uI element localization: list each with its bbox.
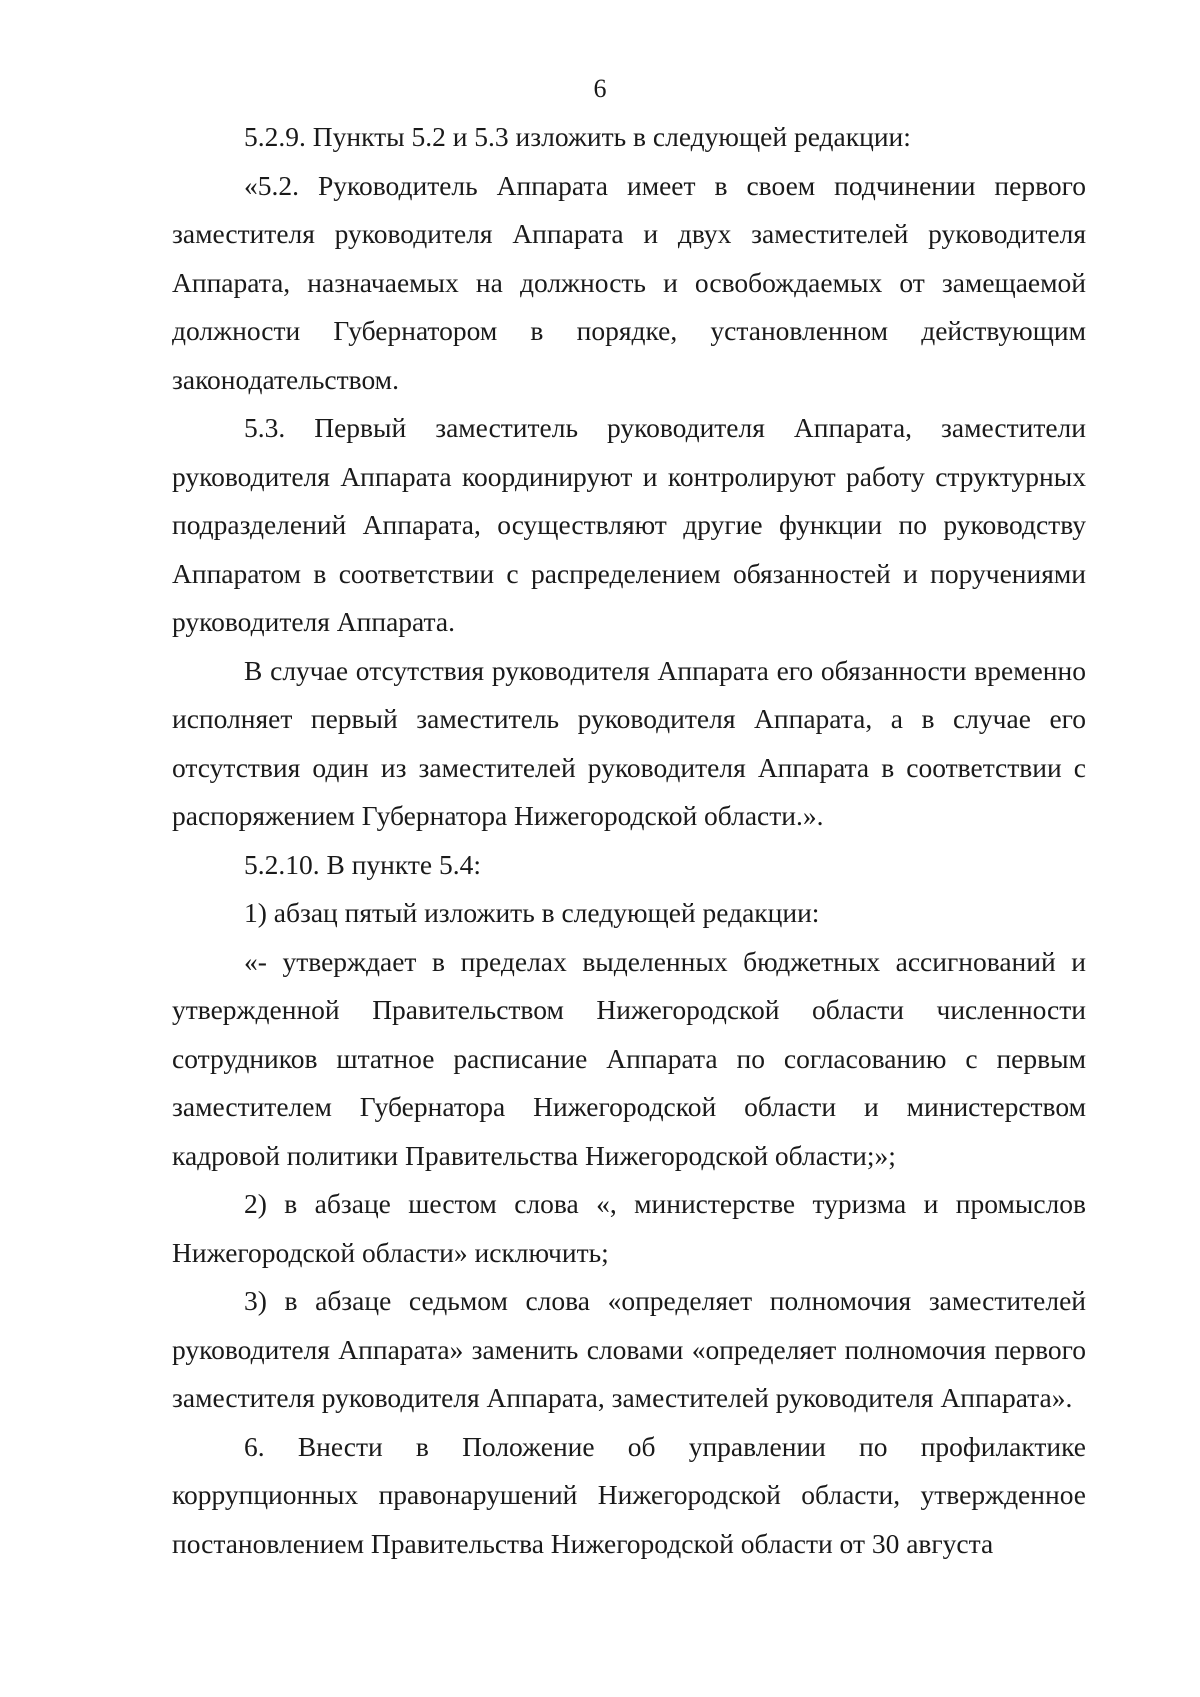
paragraph-item-3: 3) в абзаце седьмом слова «определяет полномочия заместителей руководителя Аппарата» заменить словами «определяет полномочия первого заместителя руководителя Аппарата, заместителей руководителя Аппарата». (172, 1285, 1086, 1413)
paragraph-5-3: 5.3. Первый заместитель руководителя Аппарата, заместители руководителя Аппарата координируют и контролируют работу структурных подразделений Аппарата, осуществляют другие функции по руководству Аппаратом в соответствии с распределением обязанностей и поручениями руководителя Аппарата. (172, 412, 1086, 637)
paragraph-item-2: 2) в абзаце шестом слова «, министерстве туризма и промыслов Нижегородской области» исключить; (172, 1188, 1086, 1268)
paragraph-item-1: 1) абзац пятый изложить в следующей редакции: (244, 897, 820, 928)
paragraph-item-1-text: «- утверждает в пределах выделенных бюджетных ассигнований и утвержденной Правительством Нижегородской области численности сотрудников штатное расписание Аппарата по согласованию с первым заместителем Губернатора Нижегородской области и министерством кадровой политики Правительства Нижегородской области;»; (172, 945, 1086, 1171)
paragraph-5-2: «5.2. Руководитель Аппарата имеет в своем подчинении первого заместителя руководителя Аппарата и двух заместителей руководителя Аппарата, назначаемых на должность и освобождаемых от замещаемой должности Губернатором в порядке, установленном действующим законодательством. (172, 169, 1086, 395)
document-body (172, 113, 1086, 1568)
page-number: 6 (593, 74, 607, 103)
paragraph-6: 6. Внести в Положение об управлении по профилактике коррупционных правонарушений Нижегородской области, утвержденное постановлением Правительства Нижегородской области от 30 августа (172, 1430, 1086, 1559)
paragraph-5-2-10: 5.2.10. В пункте 5.4: (244, 848, 482, 880)
paragraph-absence: В случае отсутствия руководителя Аппарата его обязанности временно исполняет первый заместитель руководителя Аппарата, а в случае его отсутствия один из заместителей руководителя Аппарата в соответствии с распоряжением Губернатора Нижегородской области.». (172, 654, 1086, 831)
paragraph-5-2-9: 5.2.9. Пункты 5.2 и 5.3 изложить в следующей редакции: (244, 121, 911, 152)
